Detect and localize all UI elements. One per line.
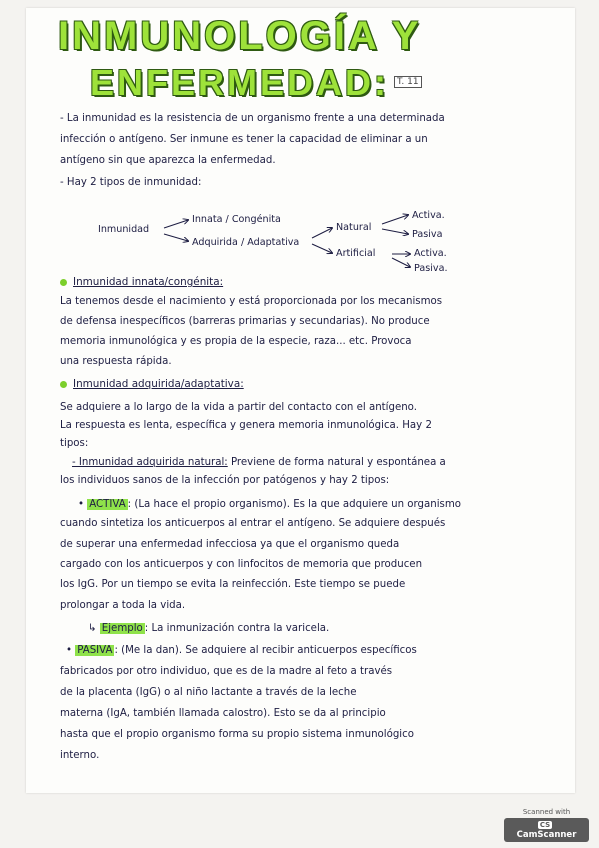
diagram-node-activa-artificial: Activa. (414, 248, 447, 259)
intro-line: antígeno sin que aparezca la enfermedad. (60, 155, 276, 166)
activa-line: cargado con los anticuerpos y con linfocitos de memoria que producen (60, 559, 423, 570)
section-heading-innata: Inmunidad innata/congénita: (60, 276, 223, 288)
pasiva-highlight: PASIVA (77, 645, 113, 656)
pasiva-line: materna (IgA, también llamada calostro). Esto se da al principio (60, 708, 386, 719)
diagram-node-adquirida: Adquirida / Adaptativa (192, 237, 300, 248)
diagram-node-activa-natural: Activa. (412, 210, 445, 221)
page-title-line1: INMUNOLOGÍA Y (58, 14, 422, 58)
intro-line: - Hay 2 tipos de inmunidad: (60, 177, 202, 188)
diagram-node-pasiva-natural: Pasiva (412, 229, 443, 240)
diagram-node-natural: Natural (336, 222, 372, 233)
innata-line: de defensa inespecíficos (barreras primarias y secundarias). No produce (60, 316, 430, 327)
scanner-caption: Scanned with (522, 808, 571, 816)
scanner-brand: CSCamScanner (504, 818, 589, 842)
natural-line: los individuos sanos de la infección por patógenos y hay 2 tipos: (60, 475, 390, 486)
bullet-icon (60, 381, 67, 388)
pasiva-line: hasta que el propio organismo forma su propio sistema inmunológico (60, 729, 414, 740)
section-heading-adquirida: Inmunidad adquirida/adaptativa: (60, 378, 244, 390)
ejemplo-highlight: Ejemplo (101, 623, 143, 634)
natural-line: - Inmunidad adquirida natural: Previene de forma natural y espontánea a (72, 457, 446, 468)
topic-tag: T. 11 (394, 76, 422, 88)
ejemplo-line: ↳ Ejemplo : La inmunización contra la varicela. (88, 623, 330, 634)
activa-line: los IgG. Por un tiempo se evita la reinfección. Este tiempo se puede (60, 579, 406, 590)
innata-line: La tenemos desde el nacimiento y está proporcionada por los mecanismos (60, 296, 443, 307)
natural-label: - Inmunidad adquirida natural: (72, 457, 228, 468)
pasiva-line: fabricados por otro individuo, que es de la madre al feto a través (60, 666, 393, 677)
pasiva-line: • PASIVA : (Me la dan). Se adquiere al recibir anticuerpos específicos (66, 645, 417, 656)
activa-line: cuando sintetiza los anticuerpos al entrar el antígeno. Se adquiere después (60, 518, 446, 529)
diagram-node-inmunidad: Inmunidad (98, 224, 150, 235)
intro-line: - La inmunidad es la resistencia de un organismo frente a una determinada (60, 113, 445, 124)
innata-line: una respuesta rápida. (60, 356, 172, 367)
pasiva-line: interno. (60, 750, 100, 761)
innata-line: memoria inmunológica y es propia de la especie, raza... etc. Provoca (60, 336, 412, 347)
diagram-node-innata: Innata / Congénita (192, 214, 281, 225)
camscanner-logo-icon: CS (539, 821, 551, 829)
activa-highlight: ACTIVA (89, 499, 126, 510)
adquirida-line: La respuesta es lenta, específica y genera memoria inmunológica. Hay 2 (60, 420, 432, 431)
pasiva-line: de la placenta (IgG) o al niño lactante a través de la leche (60, 687, 357, 698)
activa-line: • ACTIVA : (La hace el propio organismo). Es la que adquiere un organismo (78, 499, 461, 510)
activa-line: prolongar a toda la vida. (60, 600, 186, 611)
page-title-line2: ENFERMEDAD: (90, 62, 389, 103)
intro-line: infección o antígeno. Ser inmune es tener la capacidad de eliminar a un (60, 134, 428, 145)
bullet-icon (60, 279, 67, 286)
adquirida-line: Se adquiere a lo largo de la vida a partir del contacto con el antígeno. (60, 402, 417, 413)
diagram-node-pasiva-artificial: Pasiva. (414, 263, 448, 274)
adquirida-line: tipos: (60, 438, 89, 449)
scanner-watermark (504, 808, 589, 842)
diagram-node-artificial: Artificial (336, 248, 376, 259)
activa-line: de superar una enfermedad infecciosa ya que el organismo queda (60, 539, 400, 550)
